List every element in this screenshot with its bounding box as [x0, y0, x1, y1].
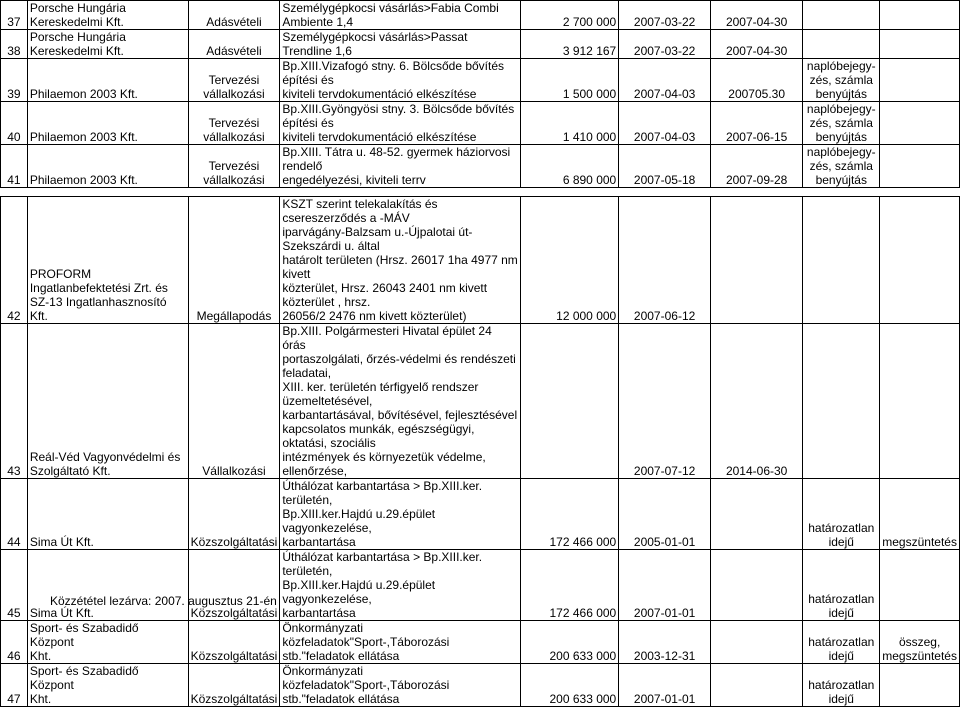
note-cell — [803, 1, 880, 30]
value-cell: 172 466 000 — [520, 479, 618, 550]
term-cell: 200705.30 — [710, 59, 802, 102]
row-number: 38 — [1, 30, 28, 59]
contract-type-cell: Adásvételi — [188, 1, 280, 30]
note-cell: határozatlan idejű — [803, 550, 880, 621]
contract-type-cell: Megállapodás — [188, 197, 280, 324]
value-cell: 6 890 000 — [520, 145, 618, 188]
value-cell: 200 633 000 — [520, 664, 618, 707]
contract-type-cell: Közszolgáltatási — [188, 664, 280, 707]
contract-type-cell: Adásvételi — [188, 30, 280, 59]
status-cell: összeg, megszüntetés — [880, 621, 960, 664]
value-cell: 3 912 167 — [520, 30, 618, 59]
status-cell — [880, 324, 960, 479]
date-cell: 2007-04-03 — [619, 102, 711, 145]
row-number: 39 — [1, 59, 28, 102]
contract-type-cell: Vállalkozási — [188, 324, 280, 479]
table-row — [1, 30, 960, 59]
status-cell — [880, 30, 960, 59]
status-cell — [880, 197, 960, 324]
contract-type-cell: Közszolgáltatási — [188, 550, 280, 621]
partner-cell: Sima Út Kft. — [27, 479, 188, 550]
subject-cell: Személygépkocsi vásárlás>Passat Trendline 1,6 — [280, 30, 521, 59]
contract-type-cell: Közszolgáltatási — [188, 621, 280, 664]
contract-type-cell: Közszolgáltatási — [188, 479, 280, 550]
date-cell: 2007-01-01 — [619, 664, 711, 707]
date-cell: 2007-07-12 — [619, 324, 711, 479]
date-cell: 2005-01-01 — [619, 479, 711, 550]
note-cell: naplóbejegy- zés, számla benyújtás — [803, 59, 880, 102]
term-cell: 2007-04-30 — [710, 1, 802, 30]
subject-cell: Önkormányzati közfeladatok"Sport-,Táborozási stb."feladatok ellátása — [280, 664, 521, 707]
partner-cell: Philaemon 2003 Kft. — [27, 102, 188, 145]
term-cell: 2014-06-30 — [710, 324, 802, 479]
partner-cell: Porsche Hungária Kereskedelmi Kft. — [27, 30, 188, 59]
term-cell — [710, 621, 802, 664]
date-cell: 2007-04-03 — [619, 59, 711, 102]
date-cell: 2007-03-22 — [619, 30, 711, 59]
table-row — [1, 59, 960, 102]
status-cell — [880, 145, 960, 188]
note-cell: naplóbejegy- zés, számla benyújtás — [803, 102, 880, 145]
publication-closed-note: Közzététel lezárva: 2007. augusztus 21-én — [50, 594, 277, 608]
status-cell: megszüntetés — [880, 479, 960, 550]
partner-cell: Sport- és Szabadidő Központ Kht. — [27, 621, 188, 664]
subject-cell: KSZT szerint telekalakítás és csereszerződés a -MÁV iparvágány-Balzsam u.-Újpalotai út-Szekszárdi u. által határolt területen (Hrsz. 26017 1ha 4977 nm kivett közterület, Hrsz. 26043 2401 nm kivett közterület , hrsz. 26056/2 2476 nm kivett közterület) — [280, 197, 521, 324]
table-row — [1, 324, 960, 479]
table-row — [1, 664, 960, 707]
table-row — [1, 102, 960, 145]
subject-cell: Bp.XIII. Tátra u. 48-52. gyermek háziorvosi rendelő engedélyezési, kiviteli terrv — [280, 145, 521, 188]
status-cell — [880, 59, 960, 102]
row-number: 41 — [1, 145, 28, 188]
subject-cell: Bp.XIII.Gyöngyösi stny. 3. Bölcsőde bővítés építési és kiviteli tervdokumentáció elkészítése — [280, 102, 521, 145]
partner-cell: Philaemon 2003 Kft. — [27, 145, 188, 188]
subject-cell: Bp.XIII. Polgármesteri Hivatal épület 24 órás portaszolgálati, őrzés-védelmi és rendészeti feladatai, XIII. ker. területén térfigyelő rendszer üzemeltetésével, karbantartásával, bővítésével, fejlesztésével kapcsolatos munkák, egészségügyi, oktatási, szociális intézmények és környezetük védelme, ellenőrzése, — [280, 324, 521, 479]
row-number: 40 — [1, 102, 28, 145]
partner-cell: PROFORM Ingatlanbefektetési Zrt. és SZ-13 Ingatlanhasznosító Kft. — [27, 197, 188, 324]
term-cell: 2007-06-15 — [710, 102, 802, 145]
date-cell: 2003-12-31 — [619, 621, 711, 664]
date-cell: 2007-05-18 — [619, 145, 711, 188]
term-cell — [710, 664, 802, 707]
value-cell: 1 500 000 — [520, 59, 618, 102]
contract-type-cell: Tervezési vállalkozási — [188, 102, 280, 145]
contract-type-cell: Tervezési vállalkozási — [188, 145, 280, 188]
value-cell: 172 466 000 — [520, 550, 618, 621]
row-number: 37 — [1, 1, 28, 30]
term-cell: 2007-09-28 — [710, 145, 802, 188]
date-cell: 2007-01-01 — [619, 550, 711, 621]
note-cell: határozatlan idejű — [803, 621, 880, 664]
partner-cell: Sport- és Szabadidő Központ Kht. — [27, 664, 188, 707]
partner-cell: Reál-Véd Vagyonvédelmi és Szolgáltató Kft. — [27, 324, 188, 479]
value-cell: 1 410 000 — [520, 102, 618, 145]
table-row — [1, 621, 960, 664]
status-cell — [880, 664, 960, 707]
section-gap — [1, 188, 960, 197]
value-cell: 200 633 000 — [520, 621, 618, 664]
contract-type-cell: Tervezési vállalkozási — [188, 59, 280, 102]
note-cell: naplóbejegy- zés, számla benyújtás — [803, 145, 880, 188]
note-cell: határozatlan idejű — [803, 664, 880, 707]
subject-cell: Személygépkocsi vásárlás>Fabia Combi Ambiente 1,4 — [280, 1, 521, 30]
table-row — [1, 1, 960, 30]
subject-cell: Úthálózat karbantartása > Bp.XIII.ker. területén, Bp.XIII.ker.Hajdú u.29.épület vagyonkezelése, karbantartása — [280, 479, 521, 550]
table-row — [1, 479, 960, 550]
note-cell — [803, 324, 880, 479]
date-cell: 2007-06-12 — [619, 197, 711, 324]
note-cell — [803, 197, 880, 324]
value-cell — [520, 324, 618, 479]
status-cell — [880, 1, 960, 30]
status-cell — [880, 102, 960, 145]
term-cell — [710, 479, 802, 550]
table-row — [1, 197, 960, 324]
partner-cell: Philaemon 2003 Kft. — [27, 59, 188, 102]
date-cell: 2007-03-22 — [619, 1, 711, 30]
subject-cell: Önkormányzati közfeladatok"Sport-,Táborozási stb."feladatok ellátása — [280, 621, 521, 664]
row-number: 45 — [1, 550, 28, 621]
value-cell: 2 700 000 — [520, 1, 618, 30]
row-number: 44 — [1, 479, 28, 550]
subject-cell: Úthálózat karbantartása > Bp.XIII.ker. területén, Bp.XIII.ker.Hajdú u.29.épület vagyonkezelése, karbantartása — [280, 550, 521, 621]
partner-cell: Sima Út Kft. — [27, 550, 188, 621]
note-cell: határozatlan idejű — [803, 479, 880, 550]
row-number: 42 — [1, 197, 28, 324]
table-row — [1, 145, 960, 188]
subject-cell: Bp.XIII.Vizafogó stny. 6. Bölcsőde bővítés építési és kiviteli tervdokumentáció elkészítése — [280, 59, 521, 102]
row-number: 43 — [1, 324, 28, 479]
row-number: 47 — [1, 664, 28, 707]
term-cell — [710, 197, 802, 324]
note-cell — [803, 30, 880, 59]
partner-cell: Porsche Hungária Kereskedelmi Kft. — [27, 1, 188, 30]
row-number: 46 — [1, 621, 28, 664]
term-cell: 2007-04-30 — [710, 30, 802, 59]
value-cell: 12 000 000 — [520, 197, 618, 324]
